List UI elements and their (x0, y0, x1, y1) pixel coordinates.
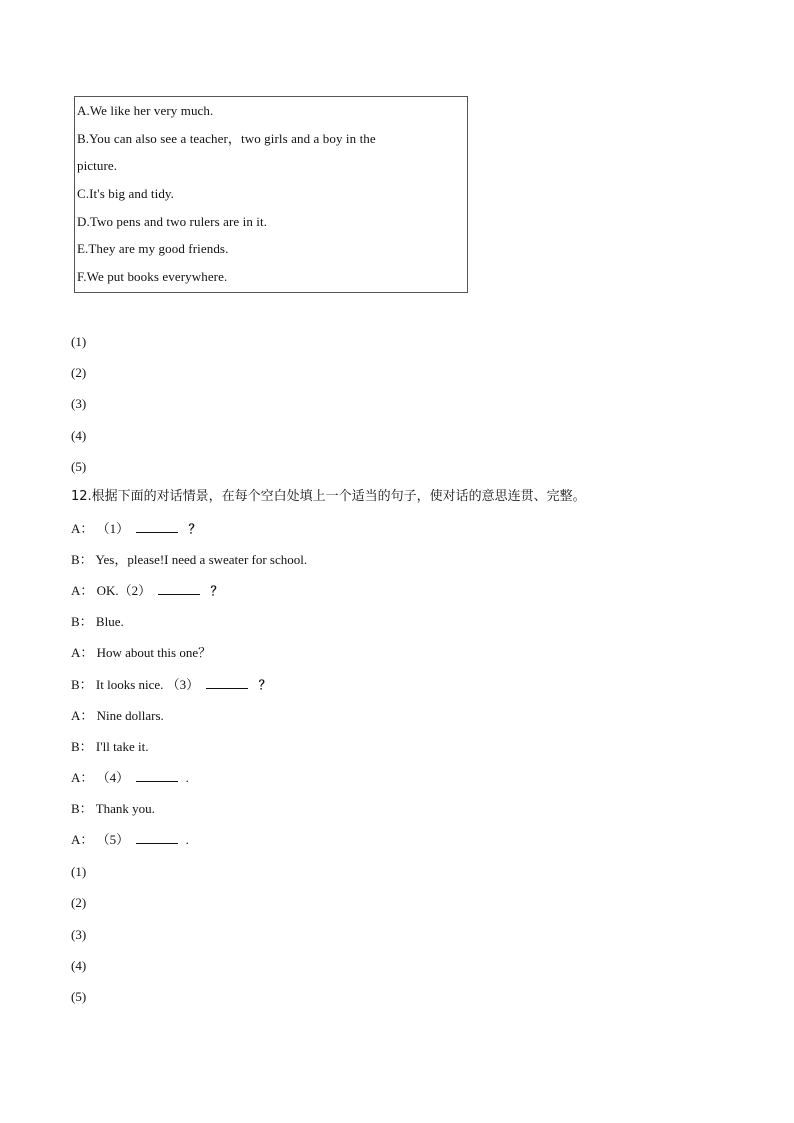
dialogue-text: Yes，please!I need a sweater for school. (95, 552, 308, 567)
question-12-title: 12.根据下面的对话情景，在每个空白处填上一个适当的句子，使对话的意思连贯、完整。 (71, 489, 586, 504)
answer-11-3: (3) (71, 396, 87, 411)
answer-11-1: (1) (71, 334, 87, 349)
option-b: B.You can also see a teacher，two girls and a boy in the (77, 130, 376, 146)
answer-12-3: (3) (71, 927, 87, 942)
speaker: A： (71, 583, 94, 598)
speaker: B： (71, 614, 93, 629)
answer-11-2: (2) (71, 365, 87, 380)
dialogue-line (71, 676, 271, 694)
dialogue-line (71, 520, 201, 538)
dialogue-text: OK.（2） (96, 583, 152, 598)
speaker: B： (71, 677, 93, 692)
answer-blank[interactable] (136, 520, 178, 533)
dialogue-text: Blue. (95, 614, 124, 629)
dialogue-line (71, 800, 155, 818)
dialogue-line (71, 644, 211, 662)
option-a: A.We like her very much. (77, 103, 214, 118)
speaker: B： (71, 801, 93, 816)
answer-12-5: (5) (71, 989, 87, 1004)
dialogue-line (71, 769, 189, 787)
option-b-continued: picture. (77, 158, 118, 174)
option-f: F.We put books everywhere. (77, 269, 228, 285)
speaker: B： (71, 739, 93, 754)
answer-blank[interactable] (206, 676, 248, 689)
dialogue-text: （1） (96, 521, 130, 536)
speaker: B： (71, 552, 93, 567)
dialogue-line (71, 738, 148, 756)
answer-12-4: (4) (71, 958, 87, 973)
speaker: A： (71, 645, 94, 660)
dialogue-text: （5） (96, 832, 130, 847)
answer-11-5: (5) (71, 459, 87, 474)
dialogue-line (71, 707, 164, 725)
dialogue-punct: ？ (258, 678, 271, 692)
speaker: A： (71, 521, 94, 536)
dialogue-text: Thank you. (95, 801, 155, 816)
dialogue-line (71, 582, 223, 600)
answer-12-1: (1) (71, 864, 87, 879)
dialogue-line (71, 831, 189, 849)
answer-blank[interactable] (136, 769, 178, 782)
dialogue-text: （4） (96, 770, 130, 785)
dialogue-text: It looks nice. （3） (95, 677, 200, 692)
options-box (74, 96, 468, 293)
dialogue-text: I'll take it. (95, 739, 149, 754)
dialogue-punct: . (185, 770, 189, 785)
dialogue-text: Nine dollars. (96, 708, 164, 723)
dialogue-punct: . (185, 832, 189, 847)
dialogue-line (71, 551, 307, 569)
speaker: A： (71, 708, 94, 723)
option-e: E.They are my good friends. (77, 241, 229, 257)
speaker: A： (71, 832, 94, 847)
dialogue-punct: ？ (188, 522, 201, 536)
dialogue-punct: ？ (210, 584, 223, 598)
answer-blank[interactable] (158, 582, 200, 595)
dialogue-text: How about this one？ (96, 645, 212, 660)
answer-blank[interactable] (136, 831, 178, 844)
dialogue-line (71, 613, 124, 631)
speaker: A： (71, 770, 94, 785)
option-c: C.It's big and tidy. (77, 186, 175, 202)
option-d: D.Two pens and two rulers are in it. (77, 213, 268, 229)
answer-11-4: (4) (71, 428, 87, 443)
answer-12-2: (2) (71, 895, 87, 910)
